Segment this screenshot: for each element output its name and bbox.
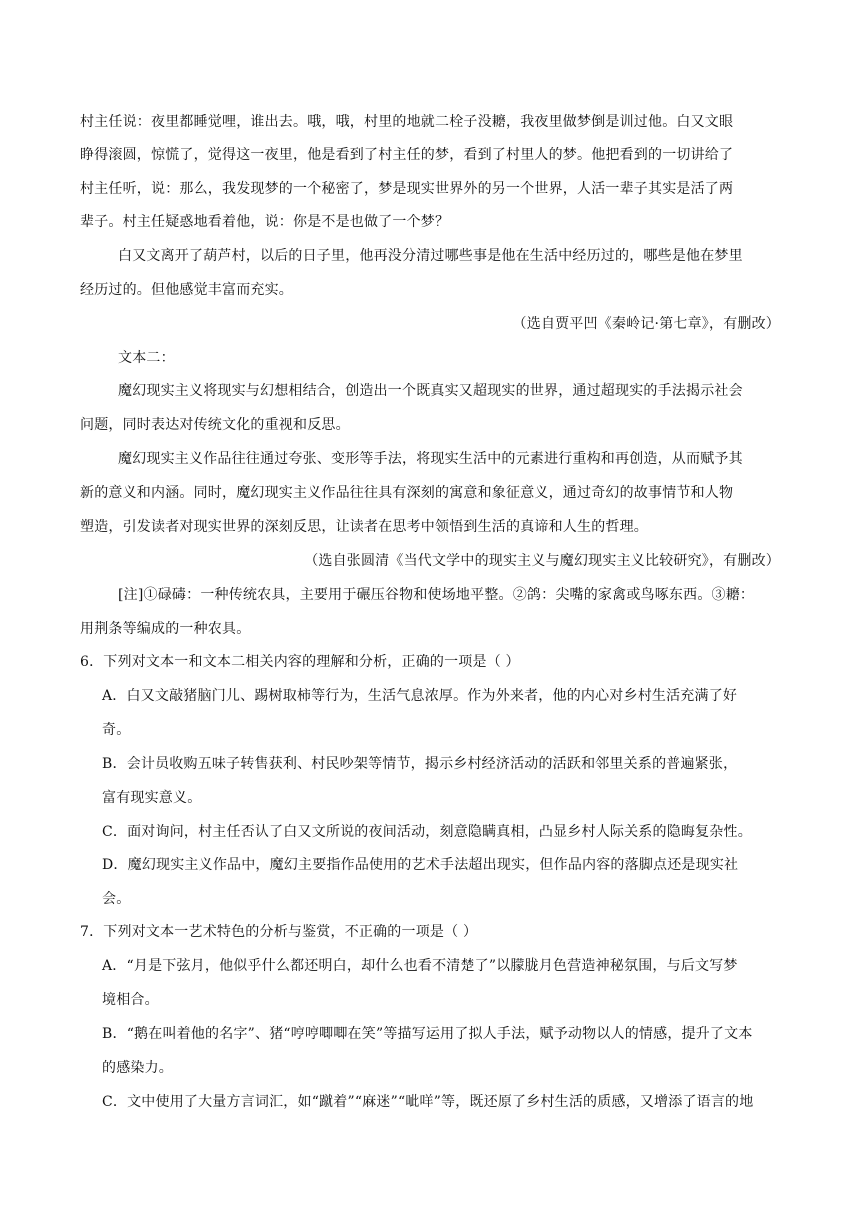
text2-paragraph: 魔幻现实主义作品往往通过夸张、变形等手法，将现实生活中的元素进行重构和再创造，从而赋予其 [118, 451, 743, 467]
q6-option-b: B．会计员收购五味子转售获利、村民吵架等情节，揭示乡村经济活动的活跃和邻里关系的普遍紧张， [102, 756, 738, 772]
text2-heading: 文本二： [118, 350, 175, 366]
text1-line: 村主任听，说：那么，我发现梦的一个秘密了，梦是现实世界外的另一个世界，人活一辈子其实是活了两 [80, 181, 734, 197]
q7-option-c: C．文中使用了大量方言词汇，如“蹴着”“麻迷”“呲咩”等，既还原了乡村生活的质感，又增添了语言的地 [102, 1094, 754, 1110]
q6-option-c: C．面对询问，村主任否认了白又文所说的夜间活动，刻意隐瞒真相，凸显乡村人际关系的隐晦复杂性。 [102, 824, 752, 840]
text2-paragraph: 问题，同时表达对传统文化的重视和反思。 [80, 417, 350, 433]
text1-line: 睁得滚圆，惊慌了，觉得这一夜里，他是看到了村主任的梦，看到了村里人的梦。他把看到的一切讲给了 [80, 147, 734, 163]
q6-option-b: 富有现实意义。 [102, 790, 202, 806]
q6-option-a: 奇。 [102, 722, 131, 738]
footnote: [注]①碌碡：一种传统农具，主要用于碾压谷物和使场地平整。②鸽：尖嘴的家禽或鸟啄东西。③耱： [118, 587, 755, 603]
question-6-stem: 6．下列对文本一和文本二相关内容的理解和分析，正确的一项是（ ） [80, 654, 520, 670]
text2-source: （选自张圆清《当代文学中的现实主义与魔幻现实主义比较研究》，有删改） [304, 553, 780, 569]
q7-option-b: 的感染力。 [102, 1060, 173, 1076]
q6-option-d: 会。 [102, 891, 131, 907]
text1-line: 村主任说：夜里都睡觉哩，谁出去。哦，哦，村里的地就二栓子没耱，我夜里做梦倒是训过他。白又文眼 [80, 114, 734, 130]
text1-line: 辈子。村主任疑惑地看着他，说：你是不是也做了一个梦？ [80, 214, 450, 230]
footnote: 用荆条等编成的一种农具。 [80, 621, 251, 637]
text2-paragraph: 塑造，引发读者对现实世界的深刻反思，让读者在思考中领悟到生活的真谛和人生的哲理。 [80, 519, 648, 535]
text2-paragraph: 新的意义和内涵。同时，魔幻现实主义作品往往具有深刻的寓意和象征意义，通过奇幻的故事情节和人物 [80, 485, 734, 501]
q6-option-a: A．白又文敲猪脑门儿、踢树取柿等行为，生活气息浓厚。作为外来者，他的内心对乡村生活充满了好 [102, 688, 738, 704]
text1-source: （选自贾平凹《秦岭记·第七章》，有删改） [512, 316, 780, 332]
question-7-stem: 7．下列对文本一艺术特色的分析与鉴赏，不正确的一项是（ ） [80, 924, 478, 940]
text1-paragraph: 经历过的。但他感觉丰富而充实。 [80, 282, 293, 298]
q7-option-a: 境相合。 [102, 992, 159, 1008]
text2-paragraph: 魔幻现实主义将现实与幻想相结合，创造出一个既真实又超现实的世界，通过超现实的手法揭示社会 [118, 383, 743, 399]
q7-option-a: A．“月是下弦月，他似乎什么都还明白，却什么也看不清楚了”以朦胧月色营造神秘氛围，与后文写梦 [102, 958, 738, 974]
q7-option-b: B．“鹅在叫着他的名字”、猪“哼哼唧唧在笑”等描写运用了拟人手法，赋予动物以人的情感，提升了文本 [102, 1026, 753, 1042]
q6-option-d: D．魔幻现实主义作品中，魔幻主要指作品使用的艺术手法超出现实，但作品内容的落脚点还是现实社 [102, 857, 739, 873]
text1-paragraph: 白又文离开了葫芦村，以后的日子里，他再没分清过哪些事是他在生活中经历过的，哪些是他在梦里 [118, 248, 743, 264]
